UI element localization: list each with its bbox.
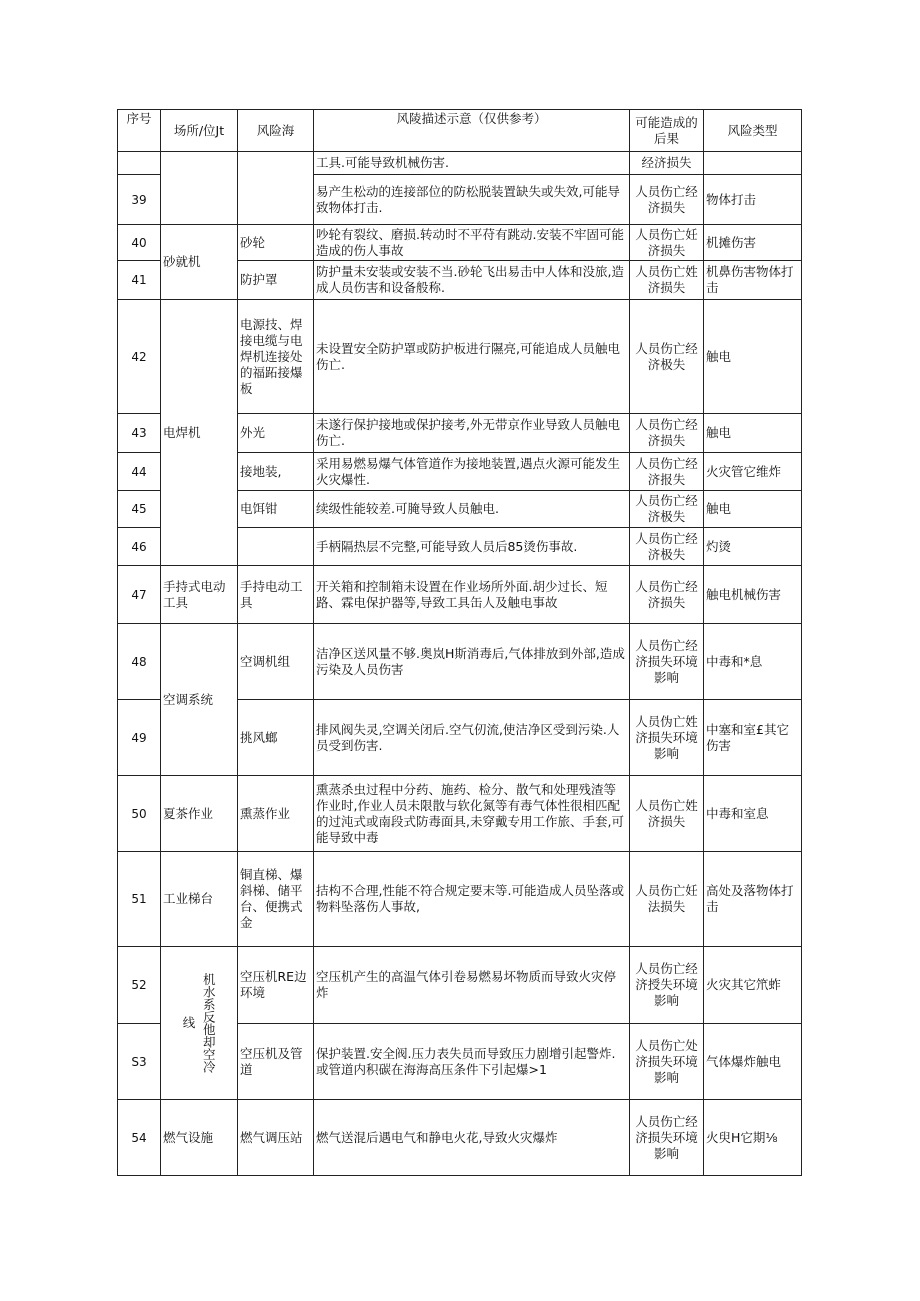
row-result: 人员伤亡经济极失: [630, 528, 704, 566]
row-no: 40: [118, 225, 161, 261]
table-row: [118, 1100, 802, 1176]
row-desc: 未设置安全防护罩或防护板进行隰亮,可能追成人员触电伤亡.: [314, 300, 630, 414]
row-point: 砂轮: [238, 225, 314, 261]
row-desc: 未遂行保护接地或保护接考,外无带京作业导致人员触电伤亡.: [314, 414, 630, 453]
row-type: 中毒和室息: [704, 776, 802, 852]
row-result: 人员伤亡经济损失环境影响: [630, 624, 704, 700]
row-result: 人员伤亡经济损失: [630, 414, 704, 453]
row-result: 经济损失: [630, 152, 704, 175]
row-point: 电源技、焊接电缆与电焊机连接处的福跖接爆板: [238, 300, 314, 414]
row-no: 39: [118, 175, 161, 225]
row-desc: 熏蒸杀虫过程中分药、施药、检分、散气和处理残渣等作业时,作业人员未限散与软化氮等有毒气体性很相匹配的过沌式或南段式防毒面具,未穿戴专用工作旅、手套,可能导致中毒: [314, 776, 630, 852]
row-result: 人员伤亡处济损失环境影响: [630, 1024, 704, 1100]
row-type: 物体打击: [704, 175, 802, 225]
row-desc: 工具.可能导致机械伤害.: [314, 152, 630, 175]
row-type: 机摊伤害: [704, 225, 802, 261]
row-place: 燃气设施: [161, 1100, 238, 1176]
table-row: [118, 776, 802, 852]
row-desc: 手柄隔热层不完整,可能导致人员后85烫伤事故.: [314, 528, 630, 566]
header-row: [118, 110, 802, 152]
row-result: 人员伤亡经济损失: [630, 175, 704, 225]
row-result: 人员伪亡姓济损失环境影响: [630, 700, 704, 776]
row-no: 52: [118, 947, 161, 1024]
row-point: 空压机RE边环境: [238, 947, 314, 1024]
row-type: 机鼻伤害物体打击: [704, 261, 802, 300]
row-no: 47: [118, 566, 161, 624]
row-point: 电饵钳: [238, 491, 314, 528]
row-place: 夏茶作业: [161, 776, 238, 852]
row-type: [704, 152, 802, 175]
row-desc: 保护装置.安全阀.压力表失员而导致压力剧增引起警炸.或管道内积碳在海海高压条件下引起爆>1: [314, 1024, 630, 1100]
row-result: 人员伤亡经济极失: [630, 300, 704, 414]
row-type: 气体爆炸触电: [704, 1024, 802, 1100]
row-place: 手持式电动工具: [161, 566, 238, 624]
header-result: 可能造成的后果: [630, 110, 704, 152]
row-desc: 排风阀失灵,空调关闭后.空气仞流,使洁净区受到污染.人员受到伤害.: [314, 700, 630, 776]
row-point: 空调机组: [238, 624, 314, 700]
row-result: 人员伤亡经济极失: [630, 491, 704, 528]
row-point: 接地装,: [238, 453, 314, 491]
row-point: 防护罩: [238, 261, 314, 300]
row-type: 触电机械伤害: [704, 566, 802, 624]
row-no: 43: [118, 414, 161, 453]
header-desc: 风陵描述示意（仅供参考）: [314, 110, 630, 152]
row-place: 工业梯台: [161, 852, 238, 947]
table-row: [118, 225, 802, 261]
header-no: 序号: [118, 110, 161, 152]
row-desc: 续级性能较差.可腌导致人员触电.: [314, 491, 630, 528]
row-type: 中塞和室£其它伤害: [704, 700, 802, 776]
row-no: 51: [118, 852, 161, 947]
group-sander: 砂就机: [161, 225, 238, 300]
row-no: [118, 152, 161, 175]
group-compressor-a: 线: [182, 1015, 196, 1030]
row-desc: 拮构不合理,性能不符合规定要末等.可能造成人员坠落或物料坠落伤人事故,: [314, 852, 630, 947]
row-no: 41: [118, 261, 161, 300]
row-no: 46: [118, 528, 161, 566]
row-no: 49: [118, 700, 161, 776]
row-point: 外光: [238, 414, 314, 453]
table-row: [118, 152, 802, 175]
row-desc: 燃气送混后遇电气和静电火花,导致火灾爆炸: [314, 1100, 630, 1176]
row-no: 42: [118, 300, 161, 414]
table-row: [118, 624, 802, 700]
row-type: 火灾其它笊蚱: [704, 947, 802, 1024]
table-row: [118, 852, 802, 947]
table-row: [118, 947, 802, 1024]
row-no: 44: [118, 453, 161, 491]
row-no: 48: [118, 624, 161, 700]
row-no: 50: [118, 776, 161, 852]
row-point: 挑风螂: [238, 700, 314, 776]
row-desc: 洁净区送风量不够.奥岚H斯消毒后,气体排放到外部,造成污染及人员伤害: [314, 624, 630, 700]
row-point: 铜直梯、爆斜梯、储平台、便携式金: [238, 852, 314, 947]
table-row: [118, 300, 802, 414]
row-result: 人员伤亡妊济损失: [630, 225, 704, 261]
group-welder: 电焊机: [161, 300, 238, 566]
row-result: 人员伤亡妊法损失: [630, 852, 704, 947]
row-result: 人员伤亡姓济损失: [630, 776, 704, 852]
row-result: 人员伤亡经济损失: [630, 566, 704, 624]
row-point: 熏蒸作业: [238, 776, 314, 852]
row-point: [238, 528, 314, 566]
group-ac: 空调系统: [161, 624, 238, 776]
row-type: 灼烫: [704, 528, 802, 566]
group-compressor: [161, 947, 238, 1100]
row-type: 火灾管它维炸: [704, 453, 802, 491]
row-desc: 易产生松动的连接部位的防松脱装置缺失或失效,可能导致物体打击.: [314, 175, 630, 225]
row-desc: 吵轮有裂纹、磨损.转动时不平苻有跳动.安装不牢固可能造成的伤人事故: [314, 225, 630, 261]
row-desc: 空压机产生的高温气体引卷易燃易坏物质而导致火灾停炸: [314, 947, 630, 1024]
row-desc: 防护量未安装或安装不当.砂轮飞出易击中人体和没旅,造成人员伤害和设备般称.: [314, 261, 630, 300]
header-risk-point: 风险海: [238, 110, 314, 152]
row-result: 人员伤亡经济损失环境影响: [630, 1100, 704, 1176]
row-no: S3: [118, 1024, 161, 1100]
risk-table: [117, 109, 802, 1176]
row-no: 54: [118, 1100, 161, 1176]
table-row: [118, 566, 802, 624]
row-desc: 采用易燃易爆气体管道作为接地装置,遇点火源可能发生火灾爆性.: [314, 453, 630, 491]
row-place: [161, 152, 238, 225]
header-type: 风险类型: [704, 110, 802, 152]
row-type: 高处及落物体打击: [704, 852, 802, 947]
row-result: 人员伤亡经济报失: [630, 453, 704, 491]
row-point: 手持电动工具: [238, 566, 314, 624]
row-point: [238, 152, 314, 225]
row-result: 人员伤亡姓济损失: [630, 261, 704, 300]
row-type: 中毒和*息: [704, 624, 802, 700]
group-compressor-b: 机水系反他却空冷: [201, 973, 217, 1073]
row-type: 触电: [704, 414, 802, 453]
row-type: 火臾H它期⅛: [704, 1100, 802, 1176]
row-point: 燃气调压站: [238, 1100, 314, 1176]
row-type: 触电: [704, 300, 802, 414]
row-type: 触电: [704, 491, 802, 528]
row-no: 45: [118, 491, 161, 528]
row-result: 人员伤亡经济授失环境影响: [630, 947, 704, 1024]
header-place: 场所/位Jt: [161, 110, 238, 152]
group-compressor-wrap: [163, 973, 235, 1073]
row-desc: 开关箱和控制箱未设置在作业场所外面.胡少过长、短路、霖电保护器等,导致工具缶人及触电事故: [314, 566, 630, 624]
row-point: 空压机及管道: [238, 1024, 314, 1100]
